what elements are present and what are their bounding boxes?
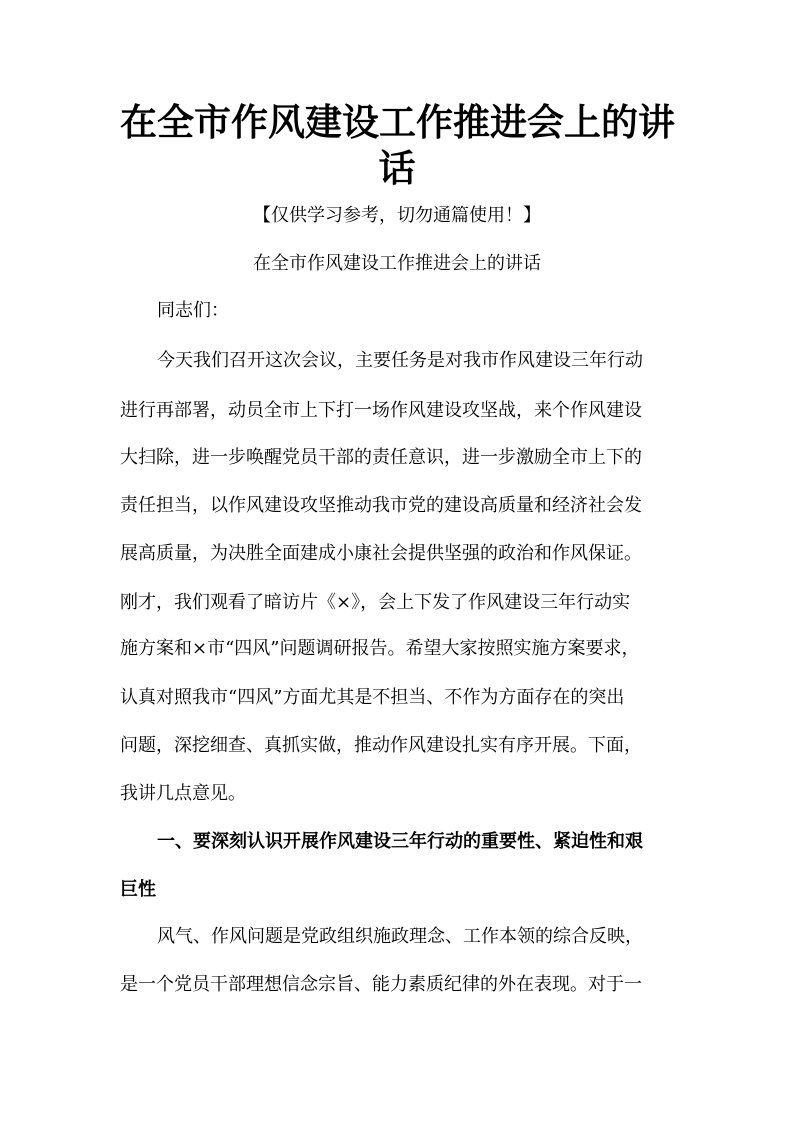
document-title-line-1: 在全市作风建设工作推进会上的讲 xyxy=(120,101,675,144)
salutation: 同志们： xyxy=(157,300,229,321)
usage-note: 【仅供学习参考，切勿通篇使用！】 xyxy=(253,205,541,226)
body-line: 是一个党员干部理想信念宗旨、能力素质纪律的外在表现。对于一 xyxy=(120,974,642,995)
speech-subtitle: 在全市作风建设工作推进会上的讲话 xyxy=(253,253,541,274)
body-line: 我讲几点意见。 xyxy=(120,783,246,804)
body-line: 问题，深挖细查、真抓实做，推动作风建设扎实有序开展。下面， xyxy=(120,735,642,756)
section-heading-line-1: 一、要深刻认识开展作风建设三年行动的重要性、紧迫性和艰 xyxy=(157,831,643,852)
body-line: 责任担当，以作风建设攻坚推动我市党的建设高质量和经济社会发 xyxy=(120,495,642,516)
body-line: 进行再部署，动员全市上下打一场作风建设攻坚战，来个作风建设 xyxy=(120,400,642,421)
body-line: 施方案和×市“四风”问题调研报告。希望大家按照实施方案要求， xyxy=(120,638,640,659)
body-line: 认真对照我市“四风”方面尤其是不担当、不作为方面存在的突出 xyxy=(120,687,625,708)
section-heading-line-2: 巨性 xyxy=(120,879,156,900)
body-line: 今天我们召开这次会议，主要任务是对我市作风建设三年行动 xyxy=(157,350,643,371)
body-line: 大扫除，进一步唤醒党员干部的责任意识，进一步激励全市上下的 xyxy=(120,447,642,468)
body-line: 展高质量，为决胜全面建成小康社会提供坚强的政治和作风保证。 xyxy=(120,543,642,564)
body-line: 刚才，我们观看了暗访片《×》，会上下发了作风建设三年行动实 xyxy=(120,592,631,613)
body-line: 风气、作风问题是党政组织施政理念、工作本领的综合反映， xyxy=(157,926,643,947)
document-title-line-2: 话 xyxy=(378,147,416,190)
